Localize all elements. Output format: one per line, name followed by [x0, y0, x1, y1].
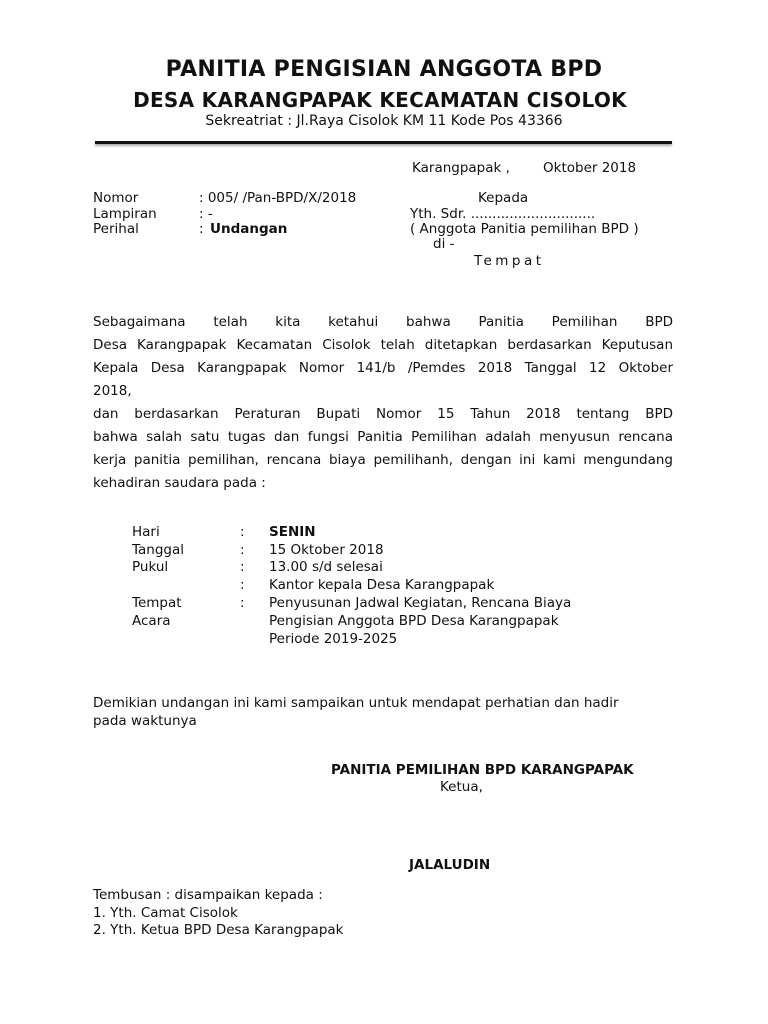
body-line: Kepala Desa Karangpapak Nomor 141/b /Pemdes 2018 Tanggal 12 Oktober	[93, 360, 673, 376]
schedule-colon: :	[240, 577, 245, 593]
signature-name: JALALUDIN	[409, 857, 491, 873]
schedule-label: Tempat	[132, 595, 182, 611]
letterhead-subtitle: DESA KARANGPAPAK KECAMATAN CISOLOK	[133, 88, 627, 112]
lampiran-value: : -	[199, 206, 213, 222]
recipient-place: Tempat	[474, 253, 545, 269]
lampiran-label: Lampiran	[93, 206, 157, 222]
schedule-value: 15 Oktober 2018	[269, 542, 384, 558]
schedule-value: Periode 2019-2025	[269, 631, 398, 647]
schedule-value: Kantor kepala Desa Karangpapak	[269, 577, 495, 593]
signature-role: Ketua,	[440, 779, 483, 795]
body-line: Sebagaimana telah kita ketahui bahwa Panitia Pemilihan BPD	[93, 314, 673, 330]
schedule-colon: :	[240, 542, 245, 558]
perihal-colon: :	[199, 221, 204, 237]
perihal-value: Undangan	[210, 221, 288, 237]
body-line: kehadiran saudara pada :	[93, 475, 266, 491]
schedule-colon: :	[240, 595, 245, 611]
schedule-label: Tanggal	[132, 542, 185, 558]
schedule-value: 13.00 s/d selesai	[269, 559, 383, 575]
letterhead-address: Sekreatriat : Jl.Raya Cisolok KM 11 Kode Pos 43366	[205, 113, 563, 129]
recipient-kepada: Kepada	[478, 190, 529, 206]
body-line: 2018,	[93, 383, 132, 399]
recipient-name: ( Anggota Panitia pemilihan BPD )	[410, 221, 639, 237]
closing-line: pada waktunya	[93, 713, 197, 729]
cc-heading: Tembusan : disampaikan kepada :	[93, 887, 323, 903]
schedule-label: Hari	[132, 524, 160, 540]
body-paragraph	[93, 311, 673, 495]
letterhead-divider	[95, 141, 672, 144]
signature-committee: PANITIA PEMILIHAN BPD KARANGPAPAK	[331, 762, 634, 778]
schedule-value: Penyusunan Jadwal Kegiatan, Rencana Biaya	[269, 595, 572, 611]
recipient-di: di -	[433, 236, 455, 252]
schedule-label: Pukul	[132, 559, 169, 575]
letterhead-title: PANITIA PENGISIAN ANGGOTA BPD	[165, 57, 603, 82]
body-line: kerja panitia pemilihan, rencana biaya pemilihanh, dengan ini kami mengundang	[93, 452, 673, 468]
schedule-colon: :	[240, 559, 245, 575]
perihal-label: Perihal	[93, 221, 139, 237]
letter-date: Oktober 2018	[543, 160, 637, 176]
schedule-value: Pengisian Anggota BPD Desa Karangpapak	[269, 613, 559, 629]
cc-item: 2. Yth. Ketua BPD Desa Karangpapak	[93, 922, 344, 938]
schedule-label: Acara	[132, 613, 171, 629]
body-line: bahwa salah satu tugas dan fungsi Panitia Pemilihan adalah menyusun rencana	[93, 429, 673, 445]
nomor-label: Nomor	[93, 190, 139, 206]
body-line: dan berdasarkan Peraturan Bupati Nomor 15 Tahun 2018 tentang BPD	[93, 406, 673, 422]
recipient-yth: Yth. Sdr. .............................	[410, 206, 596, 222]
schedule-colon: :	[240, 524, 245, 540]
closing-line: Demikian undangan ini kami sampaikan untuk mendapat perhatian dan hadir	[93, 695, 619, 711]
letter-place: Karangpapak ,	[412, 160, 510, 176]
cc-item: 1. Yth. Camat Cisolok	[93, 905, 238, 921]
nomor-value: : 005/ /Pan-BPD/X/2018	[199, 190, 357, 206]
body-line: Desa Karangpapak Kecamatan Cisolok telah ditetapkan berdasarkan Keputusan	[93, 337, 673, 353]
schedule-value: SENIN	[269, 524, 316, 540]
